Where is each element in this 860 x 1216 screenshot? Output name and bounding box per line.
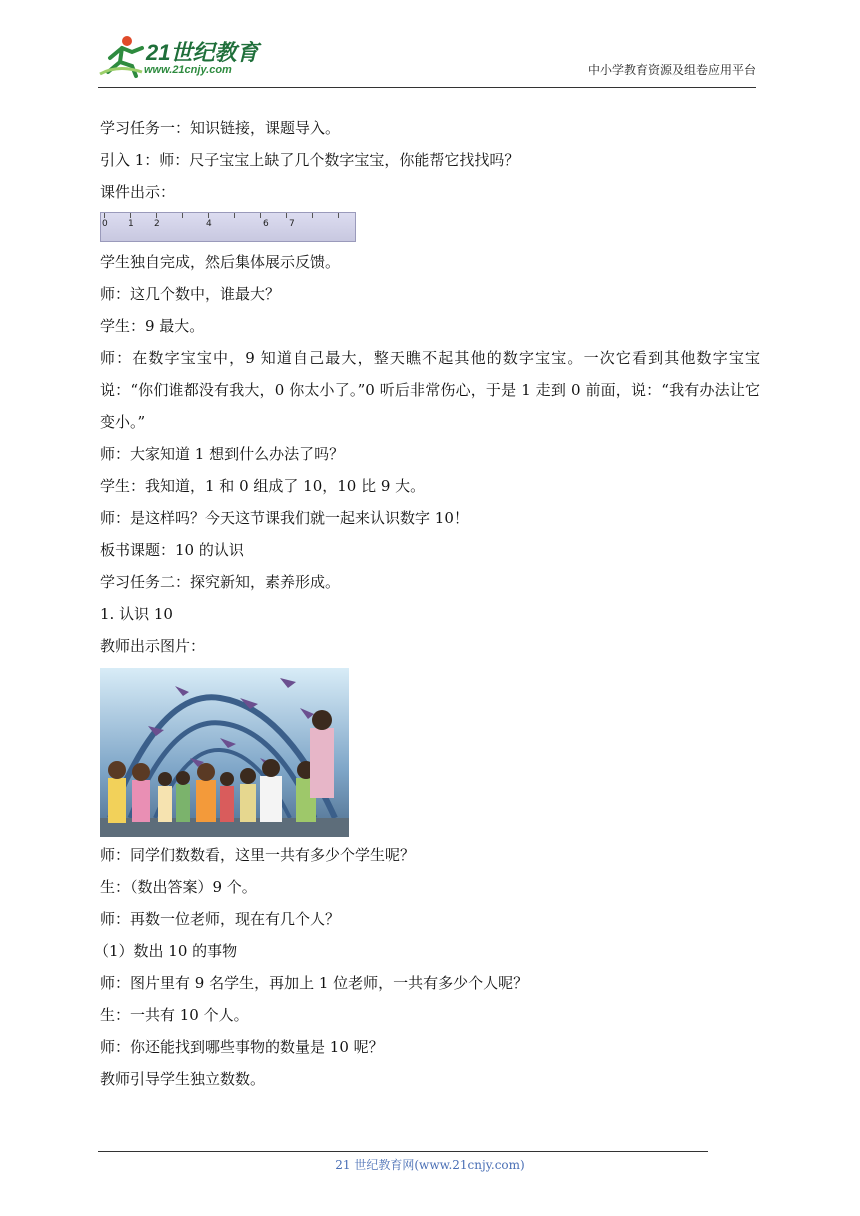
ruler-number: 2 <box>154 219 160 229</box>
text-line: 学生独自完成，然后集体展示反馈。 <box>100 253 341 271</box>
subsection-heading: （1）数出 10 的事物 <box>94 942 238 960</box>
text-line: 师：图片里有 9 名学生，再加上 1 位老师，一共有多少个人呢？ <box>100 974 529 992</box>
task2-heading: 学习任务二：探究新知，素养形成。 <box>100 573 341 591</box>
ruler-number: 0 <box>102 219 108 229</box>
text-line: 师：再数一位老师，现在有几个人？ <box>100 910 341 928</box>
ruler-number: 1 <box>128 219 134 229</box>
aquarium-students-photo <box>100 668 349 837</box>
header-divider <box>98 87 756 88</box>
lesson-title-line: 板书课题：10 的认识 <box>100 541 244 559</box>
ruler-number: 6 <box>263 219 269 229</box>
text-line: 生：（数出答案）9 个。 <box>100 878 257 896</box>
text-line: 生：一共有 10 个人。 <box>100 1006 249 1024</box>
ruler-number: 4 <box>206 219 212 229</box>
page-footer: 21 世纪教育网(www.21cnjy.com) <box>335 1158 525 1172</box>
courseware-label: 课件出示： <box>100 183 176 201</box>
text-line: 师：同学们数数看，这里一共有多少个学生呢？ <box>100 846 416 864</box>
text-line: 师：这几个数中，谁最大？ <box>100 285 281 303</box>
runner-logo-icon <box>98 34 148 80</box>
text-line: 学生：我知道，1 和 0 组成了 10，10 比 9 大。 <box>100 477 426 495</box>
logo-text: 21世纪教育 <box>146 40 259 65</box>
section-heading: 1. 认识 10 <box>100 605 173 623</box>
text-line: 学生：9 最大。 <box>100 317 205 335</box>
logo-url: www.21cnjy.com <box>144 64 232 76</box>
text-line: 教师引导学生独立数数。 <box>100 1070 266 1088</box>
text-line: 师：是这样吗？今天这节课我们就一起来认识数字 10！ <box>100 509 469 527</box>
ruler-image <box>100 212 356 242</box>
document-body <box>94 112 760 1095</box>
story-paragraph: 师：在数字宝宝中，9 知道自己最大，整天瞧不起其他的数字宝宝。一次它看到其他数字宝宝说：“你们谁都没有我大，0 你太小了。”0 听后非常伤心，于是 1 走到 0 前面，说：“我有办法让它变小。” <box>100 349 760 431</box>
intro-line: 引入 1：师：尺子宝宝上缺了几个数字宝宝，你能帮它找找吗？ <box>100 151 520 169</box>
site-logo <box>98 34 268 82</box>
ruler-number: 7 <box>289 219 295 229</box>
footer-divider <box>98 1151 708 1152</box>
task1-heading: 学习任务一：知识链接，课题导入。 <box>100 119 341 137</box>
page-header <box>98 34 756 88</box>
text-line: 师：大家知道 1 想到什么办法了吗？ <box>100 445 345 463</box>
text-line: 师：你还能找到哪些事物的数量是 10 呢？ <box>100 1038 384 1056</box>
site-name: 中小学教育资源及组卷应用平台 <box>587 63 756 77</box>
text-line: 教师出示图片： <box>100 637 206 655</box>
